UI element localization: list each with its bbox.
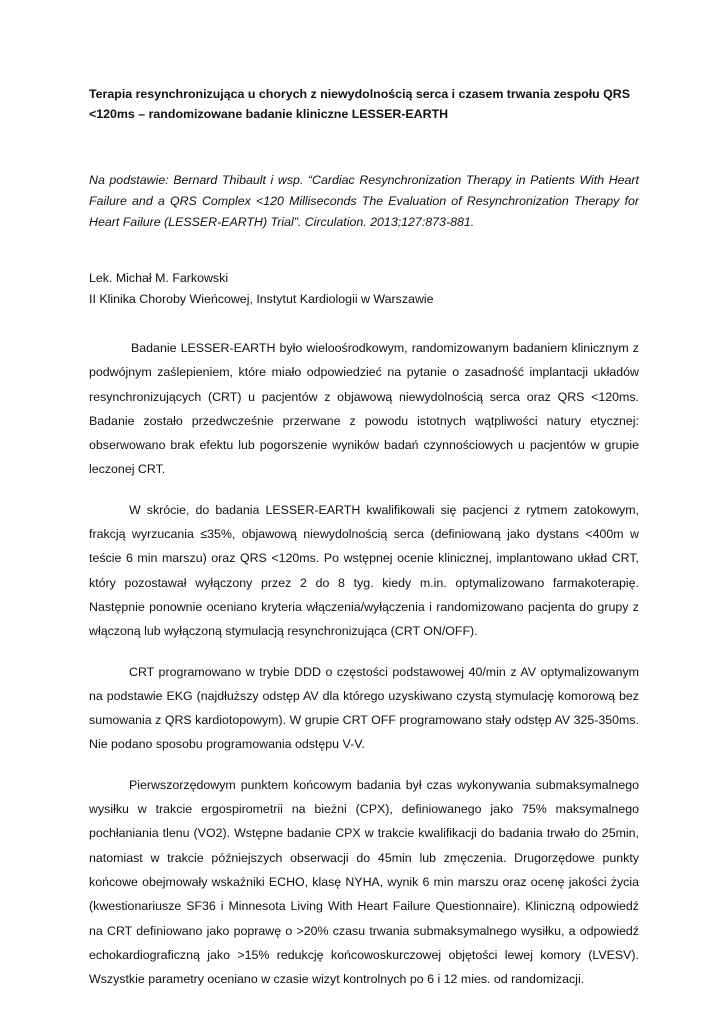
paragraph: Pierwszorzędowym punktem końcowym badania był czas wykonywania submaksymalnego wysiłku w trakcie ergospirometrii na bieżni (CPX), definiowanego jako 75% maksymalnego pochłaniania tlenu (VO2). Wstępne badanie CPX w trakcie kwalifikacji do badania trwało do 25min, natomiast w trakcie późniejszych obserwacji do 45min lub zmęczenia. Drugorzędowe punkty końcowe obejmowały wskaźniki ECHO, klasę NYHA, wynik 6 min marszu oraz ocenę jakości życia (kwestionariusze SF36 i Minnesota Living With Heart Failure Questionnaire). Kliniczną odpowiedź na CRT definiowano jako poprawę o >20% czasu trwania submaksymalnego wysiłku, a odpowiedź echokardiograficzną jako >15% redukcję końcowoskurczowej objętości lewej komory (LVESV). Wszystkie parametry oceniano w czasie wizyt kontrolnych po 6 i 12 mies. od randomizacji. xyxy=(89,777,639,987)
document-title: Terapia resynchronizująca u chorych z niewydolnością serca i czasem trwania zespołu QRS <120ms – randomizowane badanie kliniczne LESSER-EARTH xyxy=(89,87,631,121)
document-page xyxy=(89,84,639,1007)
paragraph: Badanie LESSER-EARTH było wieloośrodkowym, randomizowanym badaniem klinicznym z podwójnym zaślepieniem, które miało odpowiedzieć na pytanie o zasadność implantacji układów resynchronizujących (CRT) u pacjentów z objawową niewydolnością serca oraz QRS <120ms. Badanie zostało przedwcześnie przerwane z powodu istotnych wątpliwości natury etycznej: obserwowano brak efektu lub pogorszenie wyników badań czynnościowych u pacjentów w grupie leczonej CRT. xyxy=(89,341,639,477)
source-citation: Na podstawie: Bernard Thibault i wsp. “Cardiac Resynchronization Therapy in Patients With Heart Failure and a QRS Complex <120 Milliseconds The Evaluation of Resynchronization Therapy for Heart Failure (LESSER-EARTH) Trial”. Circulation. 2013;127:873-881. xyxy=(89,173,639,229)
paragraph: CRT programowano w trybie DDD o częstości podstawowej 40/min z AV optymalizowanym na podstawie EKG (najdłuższy odstęp AV dla którego uzyskiwano czystą stymulację komorową bez sumowania z QRS kardiotopowym). W grupie CRT OFF programowano stały odstęp AV 325-350ms. Nie podano sposobu programowania odstępu V-V. xyxy=(89,664,639,752)
author-block xyxy=(89,268,639,310)
article-body xyxy=(89,336,639,991)
author-affiliation: II Klinika Choroby Wieńcowej, Instytut Kardiologii w Warszawie xyxy=(89,292,434,306)
author-name: Lek. Michał M. Farkowski xyxy=(89,271,229,285)
paragraph: W skrócie, do badania LESSER-EARTH kwalifikowali się pacjenci z rytmem zatokowym, frakcją wyrzucania ≤35%, objawową niewydolnością serca (definiowaną jako dystans <400m w teście 6 min marszu) oraz QRS <120ms. Po wstępnej ocenie klinicznej, implantowano układ CRT, który pozostawał wyłączony przez 2 do 8 tyg. kiedy m.in. optymalizowano farmakoterapię. Następnie ponownie oceniano kryteria włączenia/wyłączenia i randomizowano pacjenta do grupy z włączoną lub wyłączoną stymulacją resynchronizująca (CRT ON/OFF). xyxy=(89,502,639,639)
